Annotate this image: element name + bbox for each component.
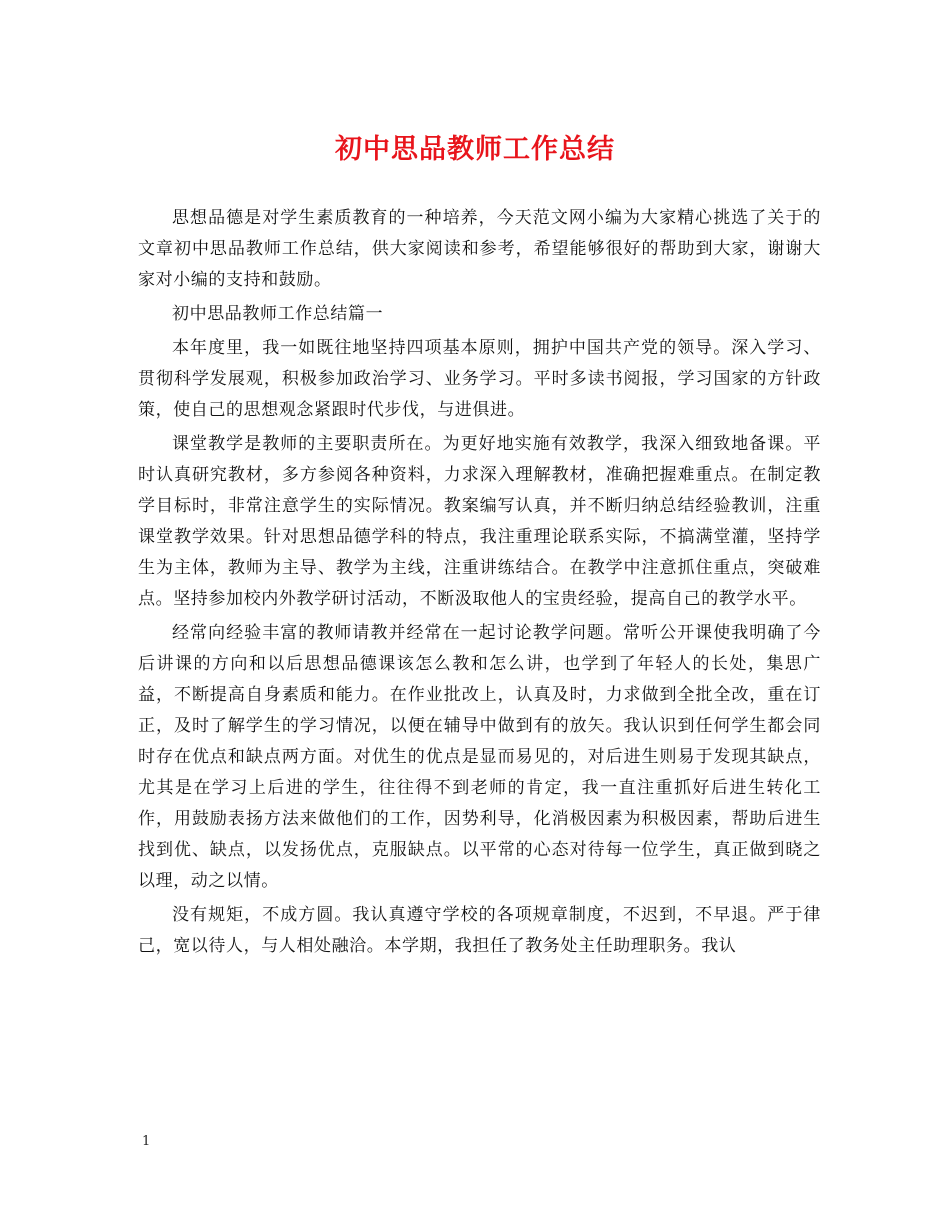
page-number: 1: [142, 1134, 151, 1149]
body-paragraph: 课堂教学是教师的主要职责所在。为更好地实施有效教学，我深入细致地备课。平时认真研究教材，多方参阅各种资料，力求深入理解教材，准确把握难重点。在制定教学目标时，非常注意学生的实际情况。教案编写认真，并不断归纳总结经验教训，注重课堂教学效果。针对思想品德学科的特点，我注重理论联系实际，不搞满堂灌，坚持学生为主体，教师为主导、教学为主线，注重讲练结合。在教学中注意抓住重点，突破难点。坚持参加校内外教学研讨活动，不断汲取他人的宝贵经验，提高自己的教学水平。: [138, 434, 821, 609]
section-heading: 初中思品教师工作总结篇一: [172, 304, 384, 324]
document-body: [138, 203, 821, 965]
intro-paragraph: 思想品德是对学生素质教育的一种培养，今天范文网小编为大家精心挑选了关于的文章初中思品教师工作总结，供大家阅读和参考，希望能够很好的帮助到大家，谢谢大家对小编的支持和鼓励。: [138, 208, 821, 290]
body-paragraph: 经常向经验丰富的教师请教并经常在一起讨论教学问题。常听公开课使我明确了今后讲课的方向和以后思想品德课该怎么教和怎么讲，也学到了年轻人的长处，集思广益，不断提高自身素质和能力。在作业批改上，认真及时，力求做到全批全改，重在订正，及时了解学生的学习情况，以便在辅导中做到有的放矢。我认识到任何学生都会同时存在优点和缺点两方面。对优生的优点是显而易见的，对后进生则易于发现其缺点，尤其是在学习上后进的学生，往往得不到老师的肯定，我一直注重抓好后进生转化工作，用鼓励表扬方法来做他们的工作，因势利导，化消极因素为积极因素，帮助后进生找到优、缺点，以发扬优点，克服缺点。以平常的心态对待每一位学生，真正做到晓之以理，动之以情。: [138, 623, 821, 891]
body-paragraph: 没有规矩，不成方圆。我认真遵守学校的各项规章制度，不迟到，不早退。严于律己，宽以待人，与人相处融洽。本学期，我担任了教务处主任助理职务。我认: [138, 905, 821, 956]
page-title: 初中思品教师工作总结: [335, 134, 615, 165]
body-paragraph: 本年度里，我一如既往地坚持四项基本原则，拥护中国共产党的领导。深入学习、贯彻科学发展观，积极参加政治学习、业务学习。平时多读书阅报，学习国家的方针政策，使自己的思想观念紧跟时代步伐，与进俱进。: [138, 338, 821, 420]
